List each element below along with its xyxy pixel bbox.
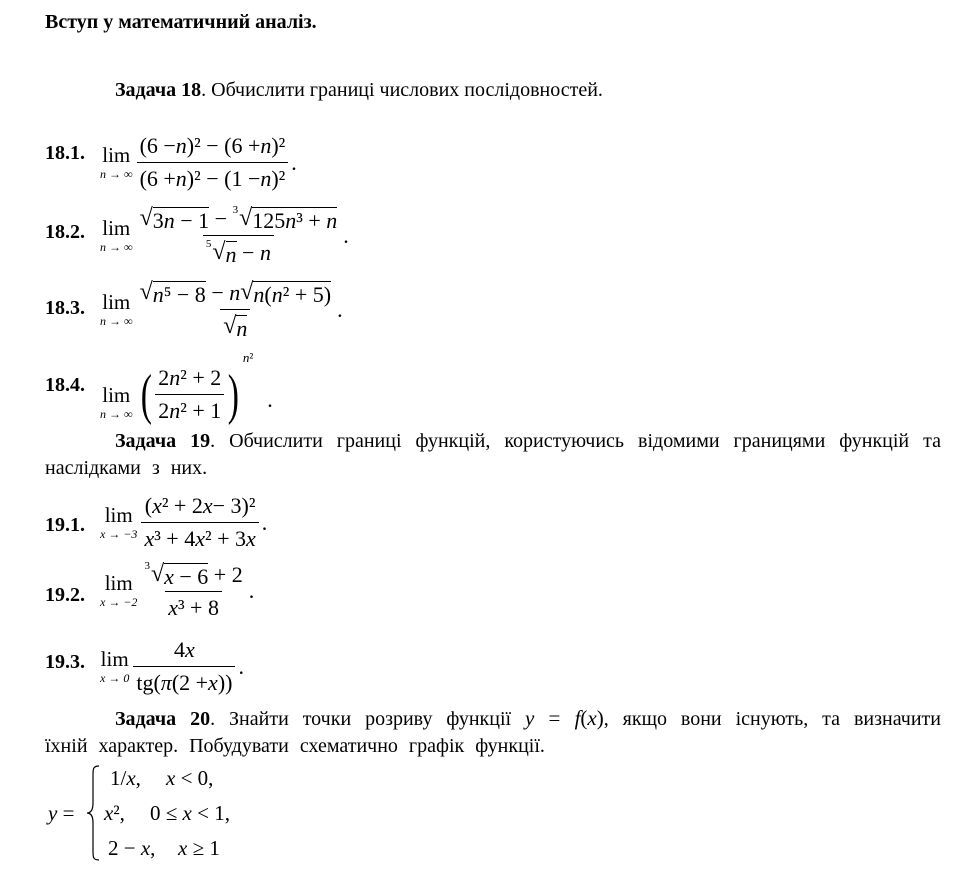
sqrt-radical: √ 3n − 1 — [139, 205, 210, 233]
formula-19-3: lim x → 0 4 x tg( π (2 + x )) . — [100, 637, 244, 695]
task-20-paragraph: Задача 20. Знайти точки розриву функції y = f(x), якщо вони існують, та визначити їхній характер. Побудувати схематично графік функції. — [45, 706, 942, 757]
left-brace-icon — [86, 765, 100, 861]
problem-label: 19.1. — [45, 514, 85, 536]
case-condition: x < 0, — [166, 766, 214, 790]
fraction: √ 3n − 1 − 3 √ 125n³ + n 5 √ n − n — [139, 204, 338, 267]
problem-label: 18.3. — [45, 297, 85, 319]
limit-operator: lim x → 0 — [100, 646, 130, 685]
fifth-root-radical: 5 √ n — [205, 238, 237, 267]
cube-root-radical: 3 √ x − 6 — [144, 560, 209, 589]
sqrt-radical: √ n — [223, 313, 248, 341]
fraction: ( x ² + 2 x − 3)² x ³ + 4 x ² + 3 x — [141, 492, 258, 553]
fraction: 2 n ² + 2 2 n ² + 1 — [155, 364, 224, 425]
fraction: 4 x tg( π (2 + x )) — [133, 636, 235, 697]
case-condition: 0 ≤ x < 1, — [150, 801, 230, 825]
case-expression: 2 − x, — [108, 836, 156, 860]
function-notation: y = f(x) — [525, 706, 604, 730]
formula-19-1: lim x → −3 ( x ² + 2 x − 3)² x ³ + 4 x ² + 3 x . — [100, 493, 268, 551]
piecewise-lhs: y = — [48, 801, 75, 825]
right-paren: ) — [227, 363, 240, 426]
formula-18-2: lim n → ∞ √ 3n − 1 − 3 √ 125n³ + n 5 √ n − n . — [100, 204, 349, 267]
task-text: . Обчислити границі числових послідовностей. — [201, 79, 603, 101]
case-condition: x ≥ 1 — [178, 836, 220, 860]
task-19-paragraph: Задача 19. Обчислити границі функцій, користуючись відомими границями функцій та наслідками з них. — [45, 430, 941, 479]
sqrt-radical: √ n⁵ − 8 — [139, 279, 206, 307]
problem-label: 18.1. — [45, 142, 85, 164]
fraction: √ n⁵ − 8 − n √ n(n² + 5) √ n — [139, 279, 332, 341]
limit-operator: lim x → −2 — [100, 571, 138, 609]
cube-root-radical: 3 √ 125n³ + n — [232, 204, 338, 233]
left-paren: ( — [140, 363, 152, 426]
sqrt-radical: √ n(n² + 5) — [240, 279, 332, 307]
piecewise-function — [48, 763, 348, 863]
limit-operator: lim n → ∞ — [100, 382, 133, 421]
formula-18-4: lim n → ∞ ( 2 n ² + 2 2 n ² + 1 ) n² . — [100, 350, 273, 426]
fraction: (6 − n )² − (6 + n )² (6 + n )² − (1 − n )² — [137, 132, 289, 193]
problem-label: 18.4. — [45, 374, 85, 396]
formula-18-3: lim n → ∞ √ n⁵ − 8 − n √ n(n² + 5) √ n . — [100, 279, 343, 341]
formula-19-2: lim x → −2 3 √ x − 6 + 2 x ³ + 8 . — [100, 560, 255, 620]
problem-label: 19.2. — [45, 584, 85, 606]
limit-operator: lim n → ∞ — [100, 142, 133, 181]
task-number: Задача 18 — [115, 79, 202, 101]
limit-operator: lim n → ∞ — [100, 289, 133, 328]
case-expression: 1/x, — [110, 766, 141, 790]
exponent: n² — [242, 350, 254, 365]
problem-label: 18.2. — [45, 221, 85, 243]
limit-operator: lim x → −3 — [100, 502, 138, 541]
task-18-heading — [115, 79, 603, 102]
section-title: Вступ у математичний аналіз. — [45, 11, 317, 33]
problem-label: 19.3. — [45, 651, 85, 673]
limit-operator: lim n → ∞ — [100, 215, 133, 254]
case-expression: x², — [104, 801, 125, 825]
formula-18-1: lim n → ∞ (6 − n )² − (6 + n )² (6 + n )² − (1 − n )² . — [100, 133, 297, 191]
fraction: 3 √ x − 6 + 2 x ³ + 8 — [144, 560, 243, 620]
